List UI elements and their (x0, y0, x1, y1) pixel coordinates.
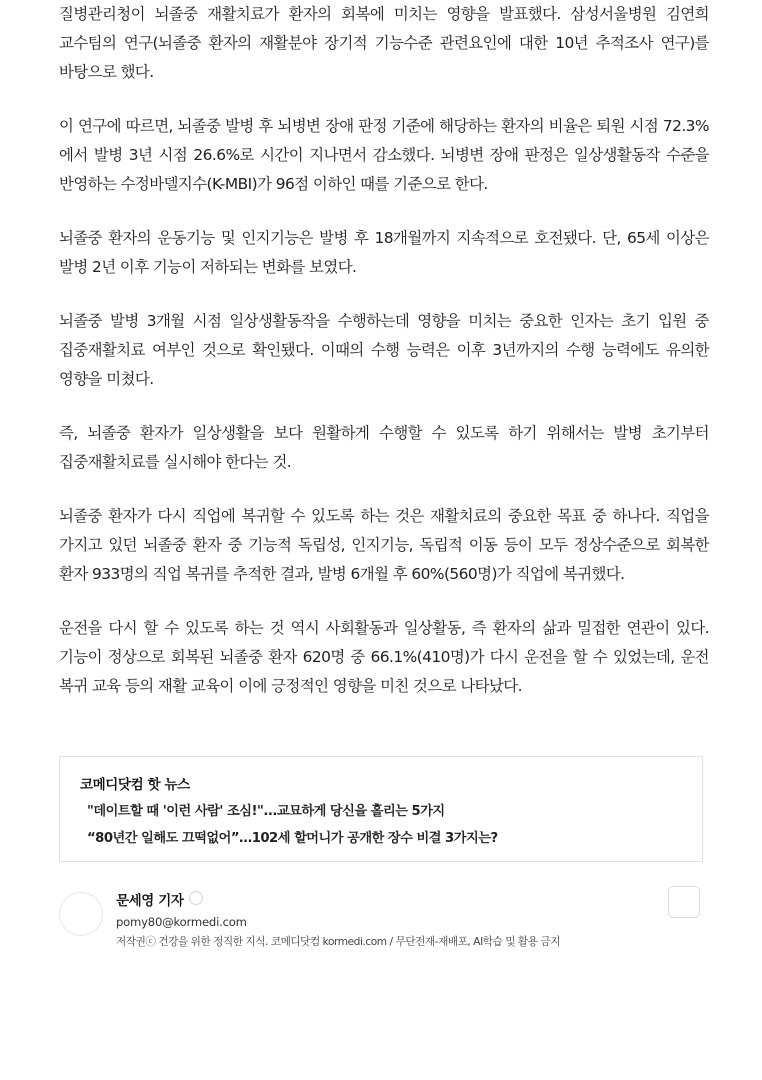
hot-news-box (59, 756, 703, 862)
article-paragraph: 뇌졸중 발병 3개월 시점 일상생활동작을 수행하는데 영향을 미치는 중요한 인자는 초기 입원 중 집중재활치료 여부인 것으로 확인됐다. 이때의 수행 능력은 이후 3년까지의 수행 능력에도 유의한 영향을 미쳤다. (59, 312, 709, 388)
reporter-avatar (59, 892, 103, 936)
article-paragraph: 질병관리청이 뇌졸중 재활치료가 환자의 회복에 미치는 영향을 발표했다. 삼성서울병원 김연희 교수팀의 연구(뇌졸중 환자의 재활분야 장기적 기능수준 관련요인에 대한 10년 추적조사 연구)를 바탕으로 했다. (59, 5, 709, 81)
hot-news-title: 코메디닷컴 핫 뉴스 (80, 777, 190, 793)
article-paragraph: 뇌졸중 환자가 다시 직업에 복귀할 수 있도록 하는 것은 재활치료의 중요한 목표 중 하나다. 직업을 가지고 있던 뇌졸중 환자 중 기능적 독립성, 인지기능, 독립적 이동 등이 모두 정상수준으로 회복한 환자 933명의 직업 복귀를 추적한 결과, 발병 6개월 후 60%(560명)가 직업에 복귀했다. (59, 507, 709, 583)
article-paragraph: 뇌졸중 환자의 운동기능 및 인지기능은 발병 후 18개월까지 지속적으로 호전됐다. 단, 65세 이상은 발병 2년 이후 기능이 저하되는 변화를 보였다. (59, 229, 709, 276)
share-icon[interactable] (668, 886, 700, 918)
reporter-email[interactable]: pomy80@kormedi.com (116, 915, 247, 929)
article-paragraph: 즉, 뇌졸중 환자가 일상생활을 보다 원활하게 수행할 수 있도록 하기 위해서는 발병 초기부터 집중재활치료를 실시해야 한다는 것. (59, 424, 709, 471)
article-body (59, 0, 709, 726)
hot-news-link[interactable]: "데이트할 때 '이런 사람' 조심!"...교묘하게 당신을 홀리는 5가지 (87, 804, 445, 819)
article-paragraph: 운전을 다시 할 수 있도록 하는 것 역시 사회활동과 일상활동, 즉 환자의 삶과 밀접한 연관이 있다. 기능이 정상으로 회복된 뇌졸중 환자 620명 중 66.1%(410명)가 다시 운전을 할 수 있었는데, 운전 복귀 교육 등의 재활 교육이 이에 긍정적인 영향을 미친 것으로 나타났다. (59, 619, 709, 695)
article-paragraph: 이 연구에 따르면, 뇌졸중 발병 후 뇌병변 장애 판정 기준에 해당하는 환자의 비율은 퇴원 시점 72.3%에서 발병 3년 시점 26.6%로 시간이 지나면서 감소했다. 뇌병변 장애 판정은 일상생활동작 수준을 반영하는 수정바델지수(K-MBI)가 96점 이하인 때를 기준으로 한다. (59, 117, 709, 193)
copyright-notice: 저작권ⓒ 건강을 위한 정직한 지식. 코메디닷컴 kormedi.com / 무단전재-재배포, AI학습 및 활용 금지 (116, 936, 560, 948)
reporter-name[interactable]: 문세영 기자 (116, 893, 184, 909)
hot-news-link[interactable]: “80년간 일해도 끄떡없어”…102세 할머니가 공개한 장수 비결 3가지는? (87, 831, 498, 846)
follow-circle-icon[interactable] (189, 891, 203, 905)
reporter-byline (59, 885, 709, 955)
